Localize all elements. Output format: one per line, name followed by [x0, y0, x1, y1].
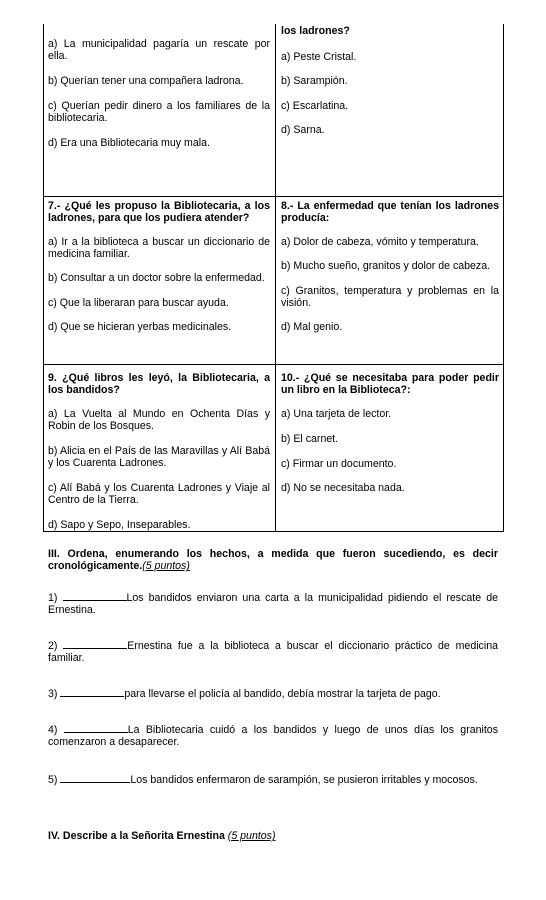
- option-9b: b) Alicia en el País de las Maravillas y Alí Babá y los Cuarenta Ladrones.: [48, 445, 270, 470]
- order-item-5-text: Los bandidos enfermaron de sarampión, se pusieron irritables y mocosos.: [130, 774, 478, 786]
- table-row1-left-cell: [43, 24, 275, 196]
- order-item-5-blank[interactable]: [60, 772, 130, 783]
- option-tail-d: d) Sarna.: [281, 124, 325, 136]
- order-item-1-text: Los bandidos enviaron una carta a la municipalidad pidiendo el rescate de Ernestina.: [48, 592, 498, 617]
- option-9d: d) Sapo y Sepo, Inseparables.: [48, 519, 191, 531]
- section-4-points: (5 puntos): [227, 830, 276, 842]
- section-3-title: [48, 548, 498, 573]
- order-item-5: [48, 772, 498, 786]
- question-10: 10.- ¿Qué se necesitaba para poder pedir un libro en la Biblioteca?:: [281, 372, 499, 397]
- order-item-4-text: La Bibliotecaria cuidó a los bandidos y luego de unos días los granitos comenzaron a desaparecer.: [48, 724, 498, 749]
- option-7a: a) Ir a la biblioteca a buscar un diccionario de medicina familiar.: [48, 236, 270, 261]
- option-10b: b) El carnet.: [281, 433, 339, 445]
- option-6c: c) Querían pedir dinero a los familiares de la bibliotecaria.: [48, 100, 270, 125]
- order-item-2: [48, 638, 498, 665]
- option-7b: b) Consultar a un doctor sobre la enfermedad.: [48, 272, 265, 284]
- option-8b: b) Mucho sueño, granitos y dolor de cabeza.: [281, 260, 491, 272]
- order-item-4: [48, 722, 498, 749]
- section-3-points: (5 puntos): [142, 560, 190, 573]
- order-item-3-blank[interactable]: [60, 686, 124, 697]
- table-row3-right-cell: [276, 365, 504, 531]
- option-8d: d) Mal genio.: [281, 321, 343, 333]
- option-tail-b: b) Sarampión.: [281, 75, 348, 87]
- option-9a: a) La Vuelta al Mundo en Ochenta Días y Robin de los Bosques.: [48, 408, 270, 433]
- order-item-2-blank[interactable]: [63, 638, 127, 649]
- section-4-title-text: IV. Describe a la Señorita Ernestina: [48, 830, 225, 842]
- option-7c: c) Que la liberaran para buscar ayuda.: [48, 297, 229, 309]
- option-6a: a) La municipalidad pagaría un rescate por ella.: [48, 38, 270, 63]
- order-item-2-text: Ernestina fue a la biblioteca a buscar el diccionario práctico de medicina familiar.: [48, 640, 498, 665]
- option-7d: d) Que se hicieran yerbas medicinales.: [48, 321, 232, 333]
- section-4-title: [48, 830, 498, 842]
- table-row3-left-cell: [43, 365, 275, 531]
- order-item-4-blank[interactable]: [64, 722, 128, 733]
- table-row2-right-cell: [276, 197, 504, 364]
- question-tail: los ladrones?: [281, 25, 350, 37]
- option-8a: a) Dolor de cabeza, vómito y temperatura.: [281, 236, 479, 248]
- order-item-2-number: 2): [48, 640, 58, 652]
- question-8: 8.- La enfermedad que tenían los ladrones producía:: [281, 200, 499, 225]
- order-item-3: [48, 686, 498, 700]
- order-item-4-number: 4): [48, 724, 58, 736]
- option-9c: c) Alí Babá y los Cuarenta Ladrones y Viaje al Centro de la Tierra.: [48, 482, 270, 507]
- option-10a: a) Una tarjeta de lector.: [281, 408, 392, 420]
- table-row2-left-cell: [43, 197, 275, 364]
- order-item-3-text: para llevarse el policía al bandido, debía mostrar la tarjeta de pago.: [124, 688, 441, 700]
- order-item-1: [48, 590, 498, 617]
- option-tail-a: a) Peste Cristal.: [281, 51, 357, 63]
- section-3-title-text: III. Ordena, enumerando los hechos, a medida que fueron sucediendo, es decir cronológicamente.: [48, 548, 498, 573]
- order-item-3-number: 3): [48, 688, 58, 700]
- option-8c: c) Granitos, temperatura y problemas en la visión.: [281, 285, 499, 310]
- order-item-1-number: 1): [48, 592, 58, 604]
- question-7: 7.- ¿Qué les propuso la Bibliotecaria, a los ladrones, para que los pudiera atender?: [48, 200, 270, 225]
- table-row1-right-cell: [276, 24, 504, 196]
- question-9: 9. ¿Qué libros les leyó, la Bibliotecaria, a los bandidos?: [48, 372, 270, 397]
- option-6b: b) Querían tener una compañera ladrona.: [48, 75, 244, 87]
- option-10d: d) No se necesitaba nada.: [281, 482, 405, 494]
- order-item-5-number: 5): [48, 774, 58, 786]
- order-item-1-blank[interactable]: [63, 590, 127, 601]
- option-6d: d) Era una Bibliotecaria muy mala.: [48, 137, 210, 149]
- option-10c: c) Firmar un documento.: [281, 458, 397, 470]
- option-tail-c: c) Escarlatina.: [281, 100, 349, 112]
